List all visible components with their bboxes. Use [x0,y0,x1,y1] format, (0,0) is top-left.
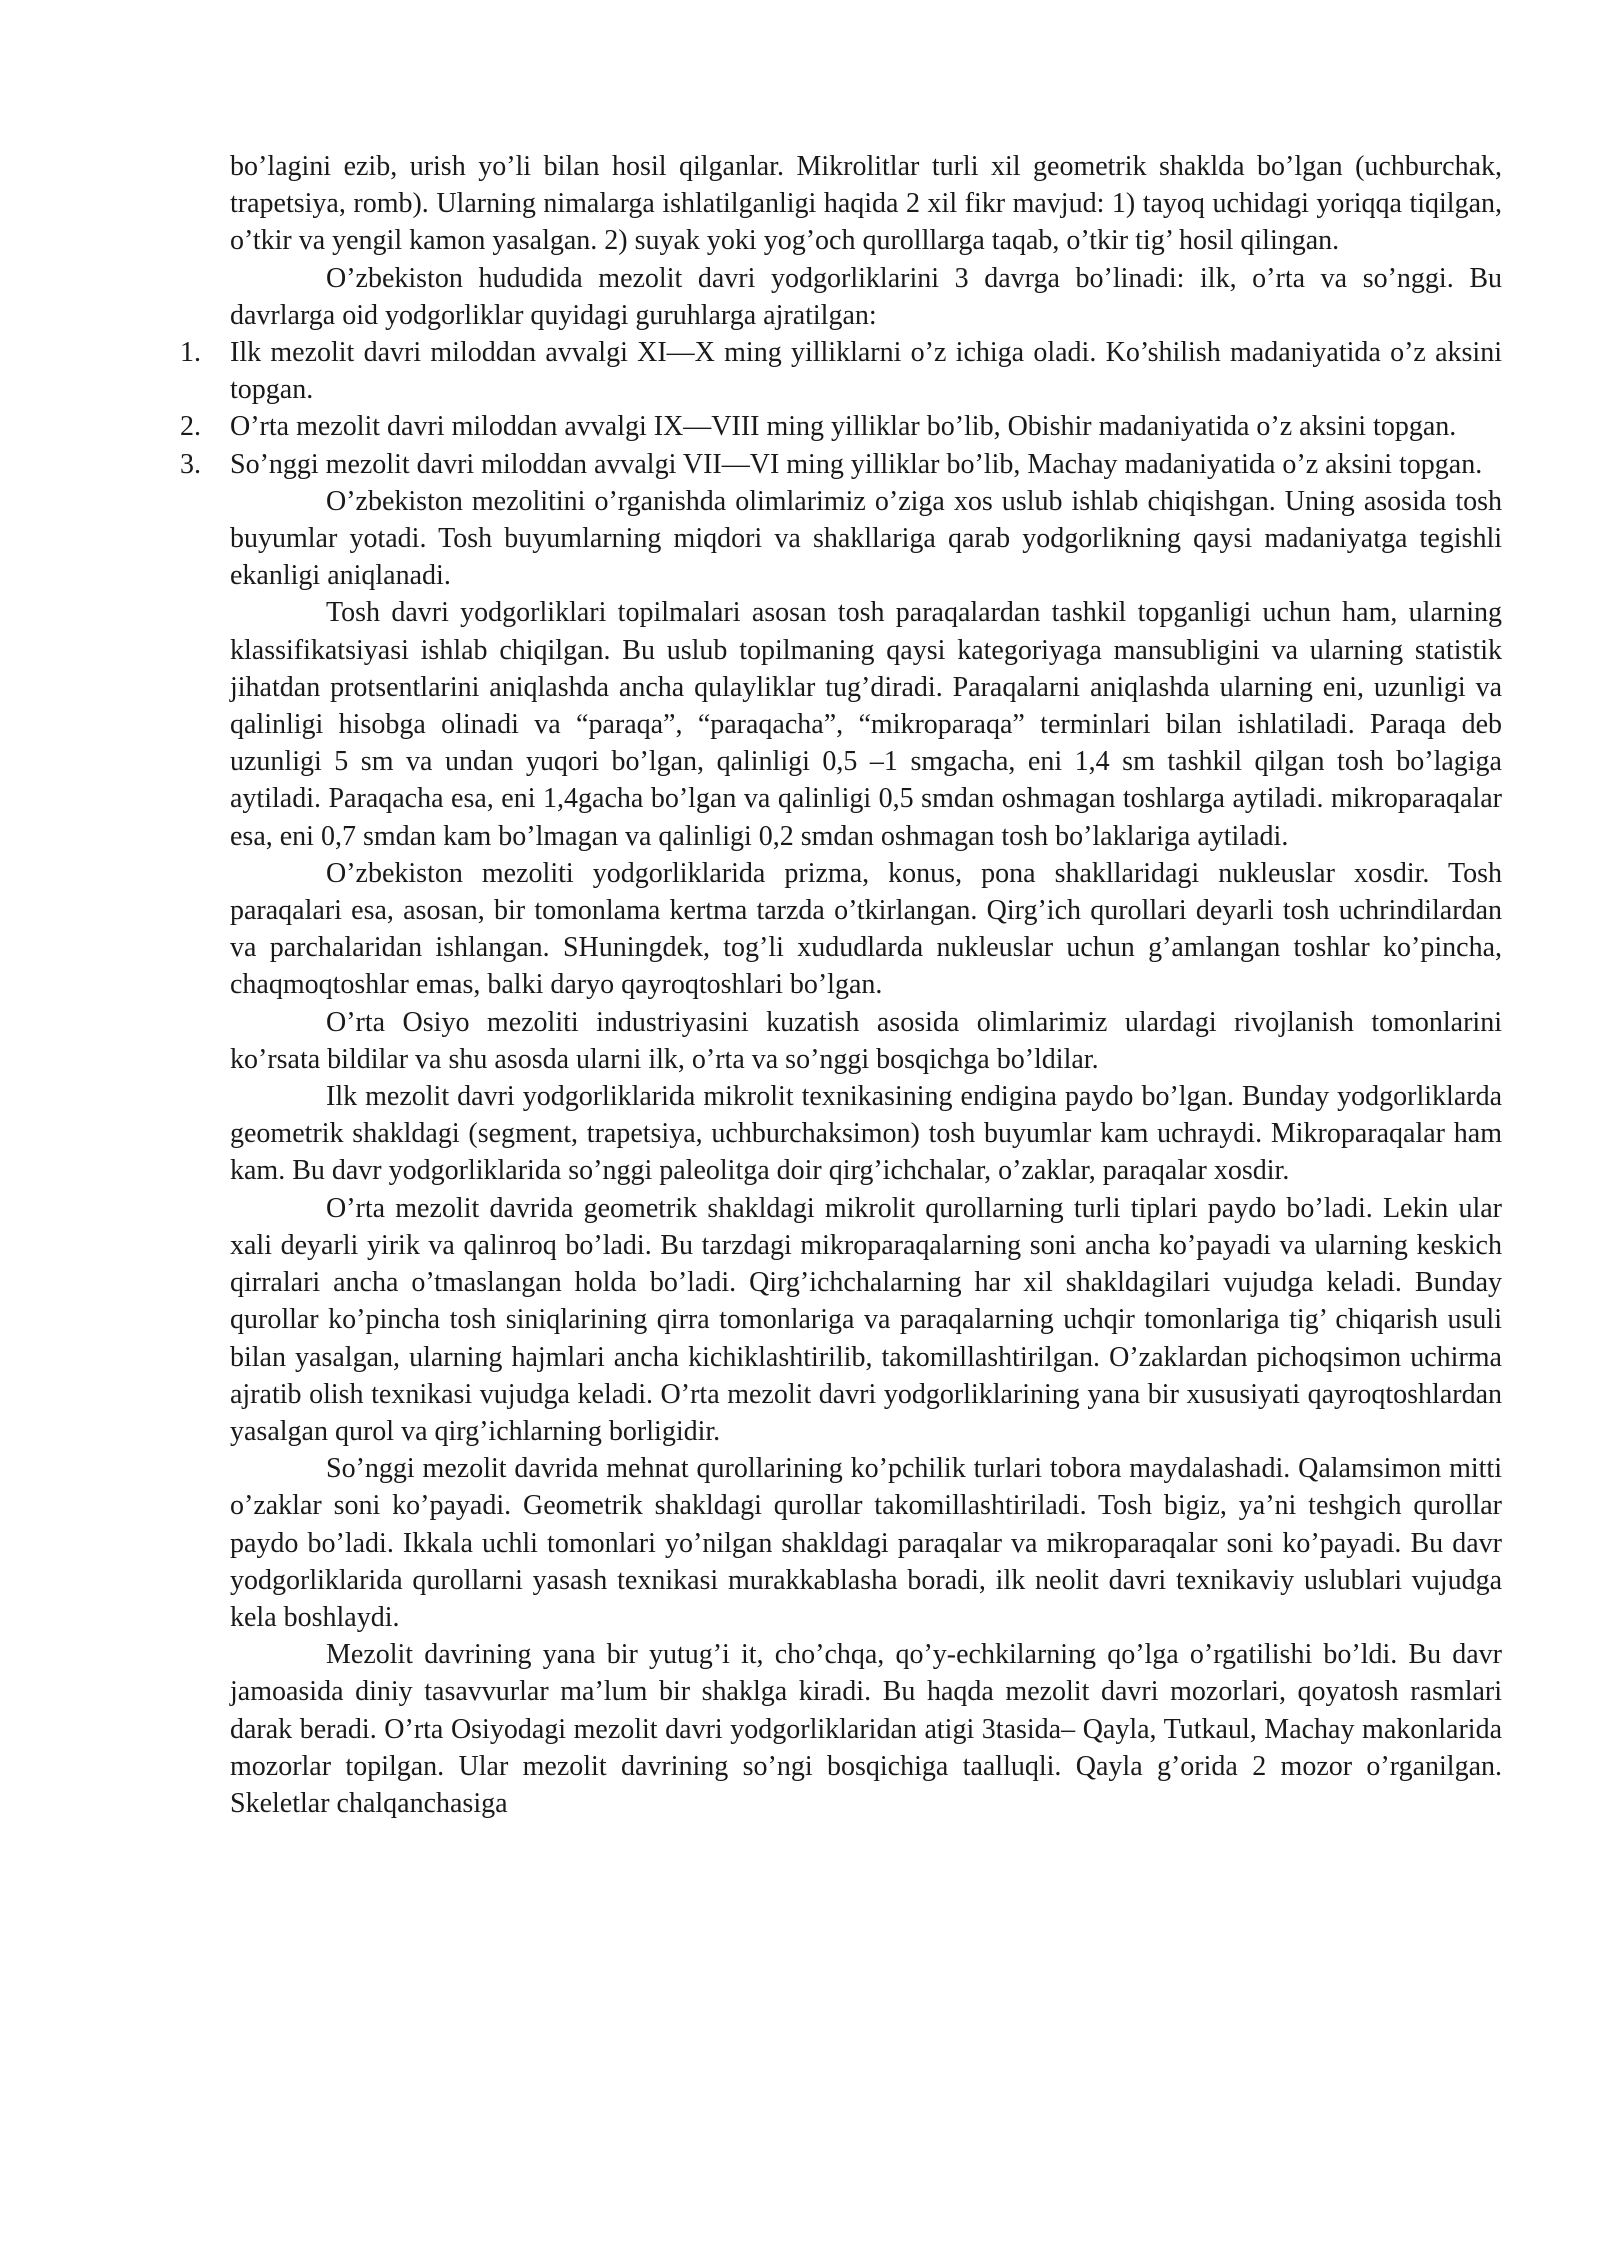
body-paragraph: Ilk mezolit davri yodgorliklarida mikrolit texnikasining endigina paydo bo’lgan. Bunday yodgorliklarda geometrik shakldagi (segment, trapetsiya, uchburchaksimon) tosh buyumlar kam uchraydi. Mikroparaqalar ham kam. Bu davr yodgorliklarida so’nggi paleolitga doir qirg’ichchalar, o’zaklar, paraqalar xosdir. [230,1081,1502,1187]
body-paragraph: O’rta Osiyo mezoliti industriyasini kuzatish asosida olimlarimiz ulardagi rivojlanish tomonlarini ko’rsata bildilar va shu asosda ularni ilk, o’rta va so’nggi bosqichga bo’ldilar. [230,1006,1502,1075]
list-item [180,408,1502,445]
list-text: Ilk mezolit davri miloddan avvalgi XI—X ming yilliklarni o’z ichiga oladi. Ko’shilish madaniyatida o’z aksini topgan. [230,337,1502,406]
list-text: O’rta mezolit davri miloddan avvalgi IX—VIII ming yilliklar bo’lib, Obishir madaniyatida o’z aksini topgan. [230,411,1457,443]
list-number: 2. [180,411,201,443]
body-paragraph: O’rta mezolit davrida geometrik shakldagi mikrolit qurollarning turli tiplari paydo bo’ladi. Lekin ular xali deyarli yirik va qalinroq bo’ladi. Bu tarzdagi mikroparaqalarning soni ancha ko’payadi va ularning keskich qirralari ancha o’tmaslangan holda bo’ladi. Qirg’ichchalarning har xil shakldagilari vujudga keladi. Bunday qurollar ko’pincha tosh siniqlarining qirra tomonlariga va paraqalarning uchqir tomonlariga tig’ chiqarish usuli bilan yasalgan, ularning hajmlari ancha kichiklashtirilib, takomillashtirilgan. O’zaklardan pichoqsimon uchirma ajratib olish texnikasi vujudga keladi. O’rta mezolit davri yodgorliklarining yana bir xususiyati qayroqtoshlardan yasalgan qurol va qirg’ichlarning borligidir. [230,1192,1502,1447]
body-paragraph: O’zbekiston mezolitini o’rganishda olimlarimiz o’ziga xos uslub ishlab chiqishgan. Uning asosida tosh buyumlar yotadi. Tosh buyumlarning miqdori va shakllariga qarab yodgorlikning qaysi madaniyatga tegishli ekanligi aniqlanadi. [230,485,1502,592]
document-page [180,148,1502,1822]
body-paragraph: So’nggi mezolit davrida mehnat qurollarining ko’pchilik turlari tobora maydalashadi. Qalamsimon mitti o’zaklar soni ko’payadi. Geometrik shakldagi qurollar takomillashtiriladi. Tosh bigiz, ya’ni teshgich qurollar paydo bo’ladi. Ikkala uchli tomonlari yo’nilgan shakldagi paraqalar va mikroparaqalar soni ko’payadi. Bu davr yodgorliklarida qurollarni yasash texnikasi murakkablasha boradi, ilk neolit davri texnikaviy uslublari vujudga kela boshlaydi. [230,1453,1502,1633]
body-paragraph: Mezolit davrining yana bir yutug’i it, cho’chqa, qo’y-echkilarning qo’lga o’rgatilishi bo’ldi. Bu davr jamoasida diniy tasavvurlar ma’lum bir shaklga kiradi. Bu haqda mezolit davri mozorlari, qoyatosh rasmlari darak beradi. O’rta Osiyodagi mezolit davri yodgorliklaridan atigi 3tasida– Qayla, Tutkaul, Machay makonlarida mozorlar topilgan. Ular mezolit davrining so’ngi bosqichiga taalluqli. Qayla g’orida 2 mozor o’rganilgan. Skeletlar chalqanchasiga [230,1639,1502,1819]
body-paragraph: O’zbekiston mezoliti yodgorliklarida prizma, konus, pona shakllaridagi nukleuslar xosdir. Tosh paraqalari esa, asosan, bir tomonlama kertma tarzda o’tkirlangan. Qirg’ich qurollari deyarli tosh uchrindilardan va parchalaridan ishlangan. SHuningdek, tog’li xududlarda nukleuslar uchun g’amlangan toshlar ko’pincha, chaqmoqtoshlar emas, balki daryo qayroqtoshlari bo’lgan. [230,857,1502,1001]
list-text: So’nggi mezolit davri miloddan avvalgi VII—VI ming yilliklar bo’lib, Machay madaniyatida o’z aksini topgan. [230,448,1483,480]
list-number: 3. [180,448,201,480]
numbered-list [180,334,1502,483]
opening-paragraph: bo’lagini ezib, urish yo’li bilan hosil qilganlar. Mikrolitlar turli xil geometrik shaklda bo’lgan (uchburchak, trapetsiya, romb). Ularning nimalarga ishlatilganligi haqida 2 xil fikr mavjud: 1) tayoq uchidagi yoriqqa tiqilgan, o’tkir va yengil kamon yasalgan. 2) suyak yoki yog’och qurolllarga taqab, o’tkir tig’ hosil qilingan. [230,151,1502,257]
list-item [180,446,1502,483]
list-number: 1. [180,337,201,369]
intro-paragraph: O’zbekiston hududida mezolit davri yodgorliklarini 3 davrga bo’linadi: ilk, o’rta va so’nggi. Bu davrlarga oid yodgorliklar quyidagi guruhlarga ajratilgan: [230,262,1502,331]
body-paragraph: Tosh davri yodgorliklari topilmalari asosan tosh paraqalardan tashkil topganligi uchun ham, ularning klassifikatsiyasi ishlab chiqilgan. Bu uslub topilmaning qaysi kategoriyaga mansubligini va ularning statistik jihatdan protsentlarini aniqlashda ancha qulayliklar tug’diradi. Paraqalarni aniqlashda ularning eni, uzunligi va qalinligi hisobga olinadi va “paraqa”, “paraqacha”, “mikroparaqa” terminlari bilan ishlatiladi. Paraqa deb uzunligi 5 sm va undan yuqori bo’lgan, qalinligi 0,5 –1 smgacha, eni 1,4 sm tashkil qilgan tosh bo’lagiga aytiladi. Paraqacha esa, eni 1,4gacha bo’lgan va qalinligi 0,5 smdan oshmagan toshlarga aytiladi. mikroparaqalar esa, eni 0,7 smdan kam bo’lmagan va qalinligi 0,2 smdan oshmagan tosh bo’laklariga aytiladi. [230,597,1502,852]
list-item [180,334,1502,408]
